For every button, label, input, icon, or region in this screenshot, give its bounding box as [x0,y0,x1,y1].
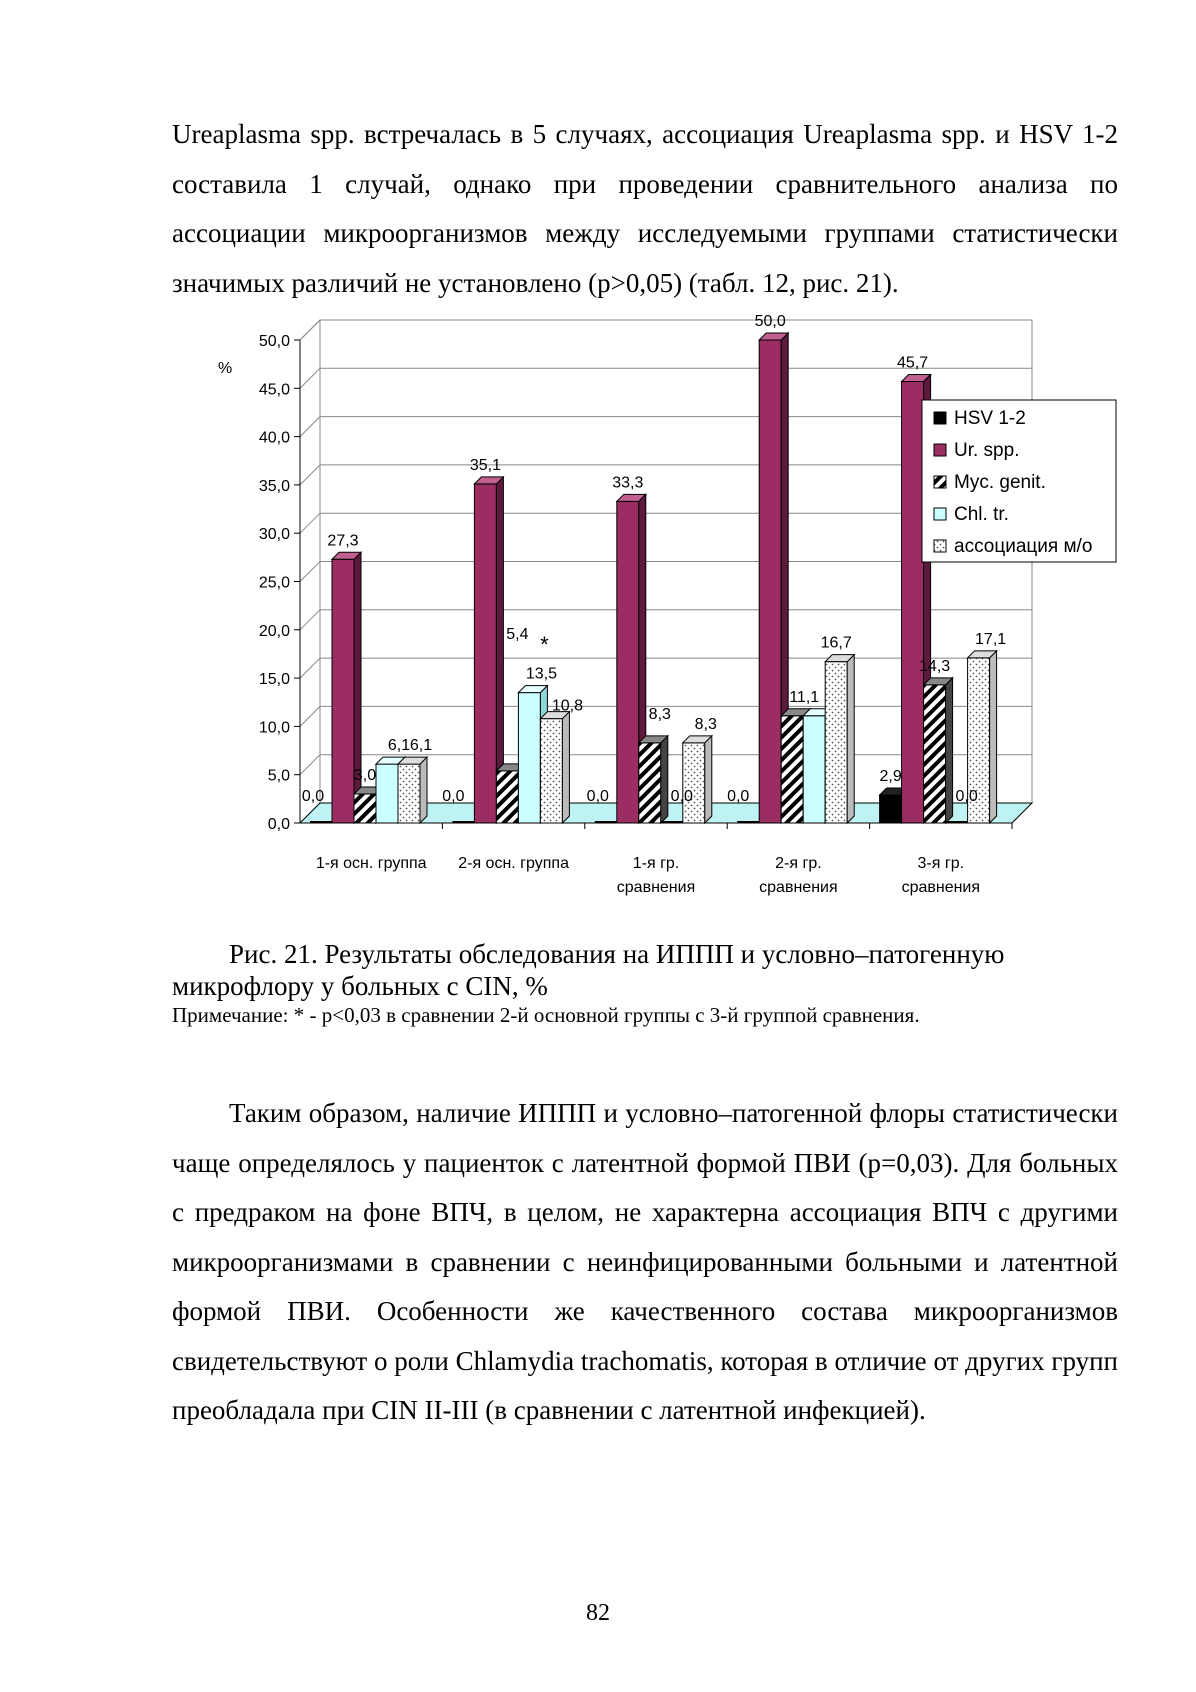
bar-side [661,736,668,823]
bar-side [420,757,427,823]
gridline-depth [300,610,320,630]
data-label: 0,0 [301,788,325,805]
y-tick-label: 30,0 [258,526,290,544]
bar [781,716,803,823]
figure-caption: Рис. 21. Результаты обследования на ИППП и условно–патогенную микрофлору у больных с CIN, % [172,939,1005,1001]
y-axis-top [300,320,320,340]
data-label: 50,0 [754,313,786,330]
y-tick-label: 5,0 [267,767,290,785]
bar [825,662,847,823]
bar [376,764,398,823]
bar [398,764,420,823]
data-label: 0,0 [442,788,465,805]
gridline-depth [300,417,320,437]
legend-entry: ассоциация м/о [954,536,1093,557]
data-label: 0,0 [670,788,693,805]
data-label: 35,1 [469,456,501,474]
chart-legend [922,400,1116,562]
bar-side [990,651,997,823]
y-tick-label: 25,0 [258,574,290,592]
y-tick-label: 0,0 [267,816,290,833]
bar-side [705,736,712,823]
category-label: сравнения [616,879,696,896]
y-axis-label: % [218,360,233,377]
bar [354,794,376,823]
y-tick-label: 45,0 [258,381,290,399]
data-label: 10,8 [551,697,583,715]
legend-entry: Ur. spp. [954,440,1020,461]
data-label: 8,3 [694,715,717,733]
significance-marker: * [540,632,549,657]
category-label: 1-я гр. [632,855,680,872]
gridline-depth [300,513,320,533]
x-axis-labels [316,823,1012,896]
category-label: 3-я гр. [917,855,965,872]
data-label: 13,5 [525,665,557,683]
bar-side [847,655,854,823]
gridline-depth [300,658,320,678]
category-label: 2-я осн. группа [458,855,569,872]
data-label: 14,3 [919,657,951,675]
page-number: 82 [586,1600,610,1626]
figure-note: Примечание: * - p<0,03 в сравнении 2-й основной группы с 3-й группой сравнения. [172,1003,920,1027]
legend-entry: HSV 1-2 [954,408,1026,429]
data-label: 11,1 [789,688,820,706]
bar [639,743,661,823]
gridline-depth [300,755,320,775]
y-tick-label: 15,0 [258,671,290,689]
gridline-depth [300,465,320,485]
data-label: 27,3 [327,532,359,550]
data-label: 3,0 [353,767,377,785]
data-label: 8,3 [648,705,671,723]
bar [496,771,518,823]
legend-entry: Myc. genit. [954,472,1046,493]
legend-swatch [934,476,946,488]
gridline-depth [300,706,320,726]
data-label: 33,3 [612,474,644,492]
data-label: 0,0 [586,788,609,805]
data-label: 45,7 [897,354,929,372]
legend-entry: Chl. tr. [954,504,1009,525]
bar [617,501,639,823]
bar [332,559,354,823]
data-label: 17,1 [975,630,1007,648]
legend-swatch [934,508,946,520]
gridline-depth [300,562,320,582]
data-label: 0,0 [727,788,750,805]
y-tick-label: 35,0 [258,477,290,495]
bar-side [946,678,953,823]
y-tick-label: 10,0 [258,719,290,737]
bar [540,719,562,823]
legend-swatch [934,444,946,456]
data-label: 0,0 [955,788,978,805]
y-tick-label: 40,0 [258,429,290,447]
paragraph-2: Таким образом, наличие ИППП и условно–патогенной флоры статистически чаще определялось у пациенток с латентной формой ПВИ (p=0,03). Для больных с предраком на фоне ВПЧ, в целом, не характерна ассоциация ВПЧ с другими микроорганизмами в сравнении с неинфицированными больными и латентной формой ПВИ. Особенности же качественного состава микроорганизмов свидетельствуют о роли Chlamydia trachomatis, которая в отличие от других групп преобладала при CIN II-III (в сравнении с латентной инфекцией). [172,1098,1118,1425]
gridline-depth [300,368,320,388]
data-label: 2,9 [879,767,902,785]
bar [683,743,705,823]
category-label: 1-я осн. группа [315,855,427,872]
data-label: 6,1 [409,737,433,755]
bar [474,484,496,823]
data-label: 6,1 [387,737,411,755]
paragraph-1: Ureaplasma spp. встречалась в 5 случаях, ассоциация Ureaplasma spp. и HSV 1-2 составила 1 случай, однако при проведении сравнительного анализа по ассоциации микроорганизмов между исследуемыми группами статистически значимых различий не установлено (p>0,05) (табл. 12, рис. 21). [172,119,1118,298]
category-label: сравнения [901,879,981,896]
category-label: сравнения [759,879,838,896]
y-tick-label: 50,0 [258,333,290,350]
bar [880,795,902,823]
bar [518,693,540,823]
data-label: 5,4 [506,625,529,643]
bar [902,382,924,823]
data-label: 16,7 [820,634,852,652]
bar [759,340,781,823]
y-tick-label: 20,0 [258,622,290,640]
bar [803,716,825,823]
bar-side [562,712,569,823]
bar [924,685,946,823]
legend-swatch [934,540,946,552]
category-label: 2-я гр. [775,855,822,872]
legend-swatch [934,412,946,424]
